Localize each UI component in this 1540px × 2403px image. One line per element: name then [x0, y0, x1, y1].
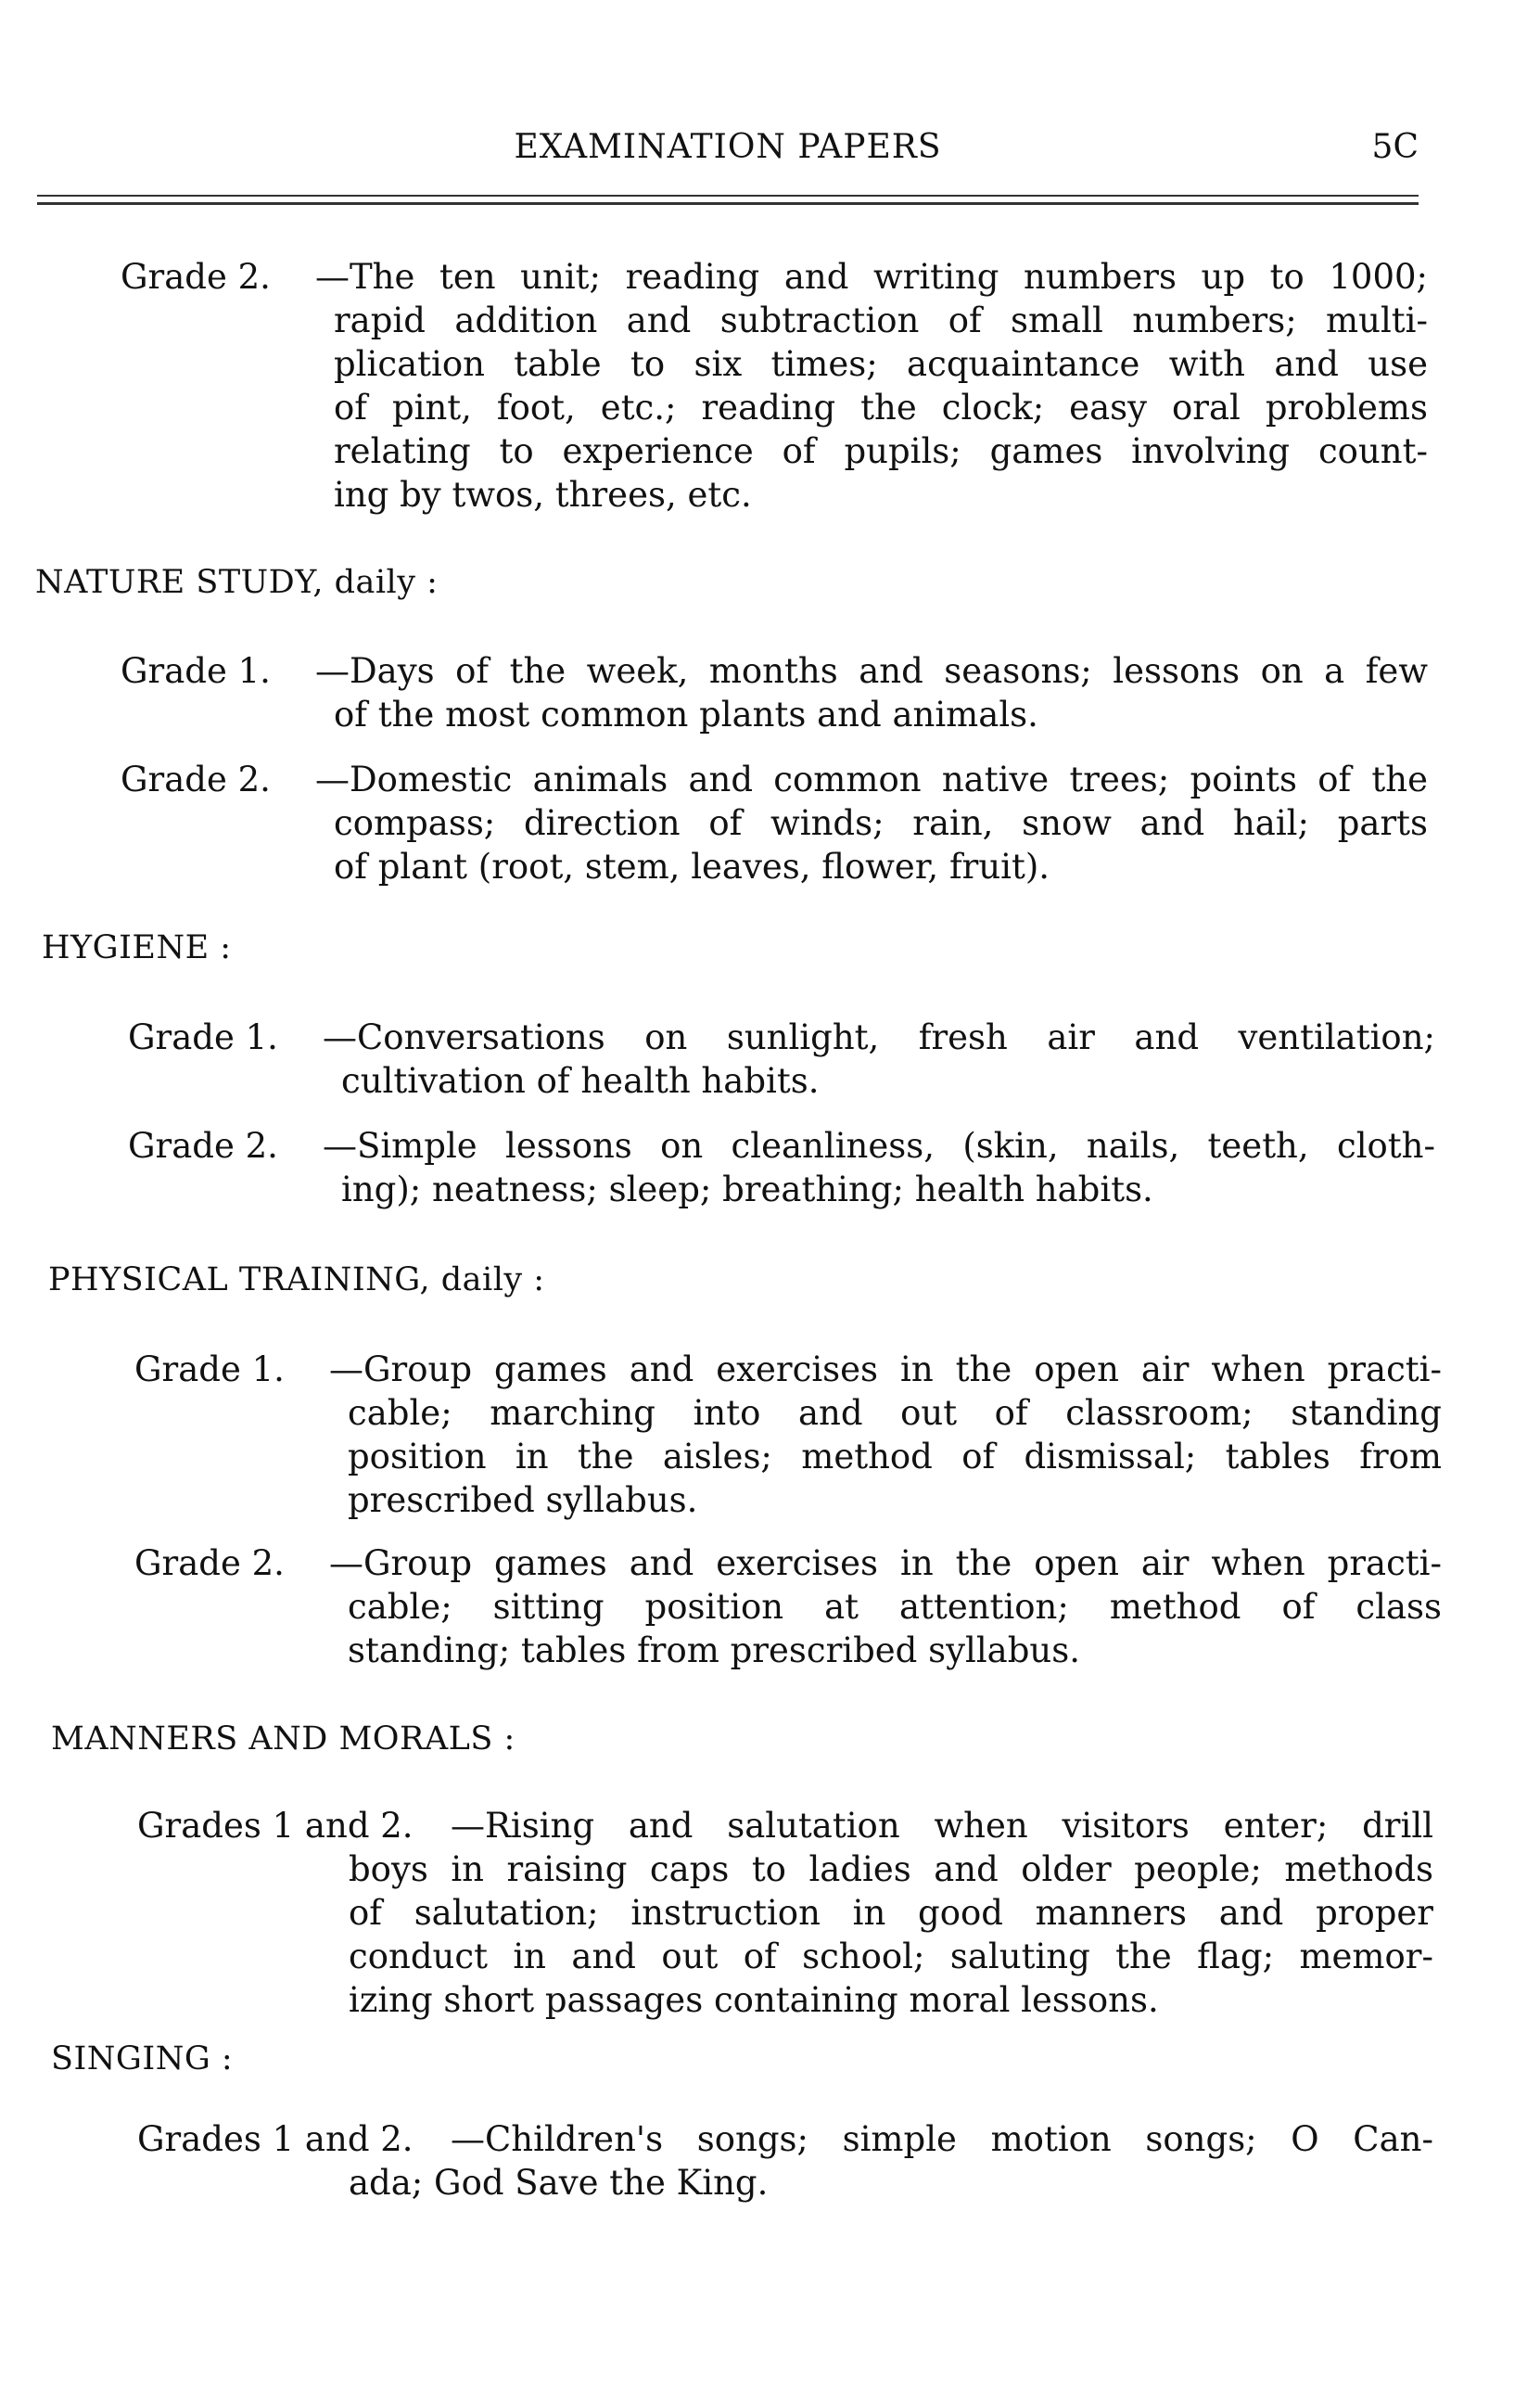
grade-label: Grade 1. [134, 1349, 285, 1389]
entry-line: position in the aisles; method of dismissal; tables from [348, 1437, 1442, 1476]
entry-line: of the most common plants and animals. [334, 695, 1038, 735]
entry-text [329, 1541, 1442, 1672]
header-rule [37, 195, 1419, 197]
grade-label: Grade 2. [134, 1543, 285, 1583]
entry-line: standing; tables from prescribed syllabus. [348, 1630, 1081, 1670]
grade-label: Grades 1 and 2. [137, 2119, 414, 2159]
entry-line: —Domestic animals and common native trees; points of the [315, 760, 1428, 799]
header-rule-double [37, 202, 1419, 205]
entry-line: conduct in and out of school; saluting the flag; memor- [349, 1936, 1433, 1976]
entry-line: cultivation of health habits. [341, 1061, 820, 1101]
entry-line: —Children's songs; simple motion songs; O Can- [451, 2119, 1433, 2159]
entry-line: prescribed syllabus. [348, 1480, 698, 1520]
entry-line: of plant (root, stem, leaves, flower, fruit). [334, 847, 1050, 887]
entry-line: ing by twos, threes, etc. [334, 475, 752, 515]
page-header [37, 128, 1419, 174]
curriculum-entry [121, 649, 1428, 736]
curriculum-entry [134, 1541, 1442, 1672]
entry-line: —Group games and exercises in the open air when practi- [329, 1543, 1442, 1583]
entry-text [315, 255, 1428, 517]
entry-line: rapid addition and subtraction of small numbers; multi- [334, 300, 1428, 340]
page-number: 5C [1371, 128, 1419, 166]
entry-text [349, 2117, 1433, 2205]
running-title: EXAMINATION PAPERS [514, 128, 942, 166]
entry-line: —Simple lessons on cleanliness, (skin, nails, teeth, cloth- [323, 1126, 1435, 1166]
grade-label: Grade 1. [128, 1017, 278, 1057]
section-heading-singing: SINGING : [51, 2040, 234, 2077]
entry-text [349, 1804, 1433, 2022]
entry-text [315, 758, 1428, 888]
entry-line: cable; sitting position at attention; method of class [348, 1587, 1442, 1627]
grade-label: Grade 2. [121, 760, 271, 799]
curriculum-entry [121, 255, 1428, 517]
entry-line: ada; God Save the King. [349, 2163, 769, 2203]
entry-text [315, 649, 1428, 736]
entry-line: of pint, foot, etc.; reading the clock; easy oral problems [334, 388, 1428, 428]
section-heading-hygiene: HYGIENE : [42, 929, 232, 966]
curriculum-entry [134, 1348, 1442, 1522]
entry-text [329, 1348, 1442, 1522]
grade-label: Grade 2. [121, 257, 271, 297]
curriculum-entry [137, 2117, 1433, 2205]
section-heading-nature-study: NATURE STUDY, daily : [35, 564, 439, 601]
entry-line: cable; marching into and out of classroom; standing [348, 1393, 1442, 1433]
entry-line: of salutation; instruction in good manners and proper [349, 1893, 1433, 1933]
entry-text [323, 1124, 1435, 1211]
section-heading-manners-and-morals: MANNERS AND MORALS : [51, 1720, 515, 1758]
entry-line: plication table to six times; acquaintance with and use [334, 344, 1428, 384]
grade-label: Grades 1 and 2. [137, 1806, 414, 1846]
entry-line: —Conversations on sunlight, fresh air and ventilation; [323, 1017, 1435, 1057]
entry-line: ing); neatness; sleep; breathing; health habits. [341, 1170, 1153, 1209]
entry-line: —Rising and salutation when visitors enter; drill [451, 1806, 1433, 1846]
section-heading-physical-training: PHYSICAL TRAINING, daily : [48, 1261, 545, 1298]
entry-line: boys in raising caps to ladies and older people; methods [349, 1849, 1433, 1889]
entry-line: —Group games and exercises in the open air when practi- [329, 1349, 1442, 1389]
entry-line: compass; direction of winds; rain, snow and hail; parts [334, 803, 1428, 843]
curriculum-entry [137, 1804, 1433, 2022]
entry-line: relating to experience of pupils; games involving count- [334, 431, 1428, 471]
curriculum-entry [128, 1016, 1435, 1103]
entry-line: izing short passages containing moral lessons. [349, 1980, 1159, 2020]
entry-text [323, 1016, 1435, 1103]
curriculum-entry [121, 758, 1428, 888]
grade-label: Grade 1. [121, 651, 271, 691]
entry-line: —The ten unit; reading and writing numbers up to 1000; [315, 257, 1428, 297]
grade-label: Grade 2. [128, 1126, 278, 1166]
entry-line: —Days of the week, months and seasons; lessons on a few [315, 651, 1428, 691]
curriculum-entry [128, 1124, 1435, 1211]
